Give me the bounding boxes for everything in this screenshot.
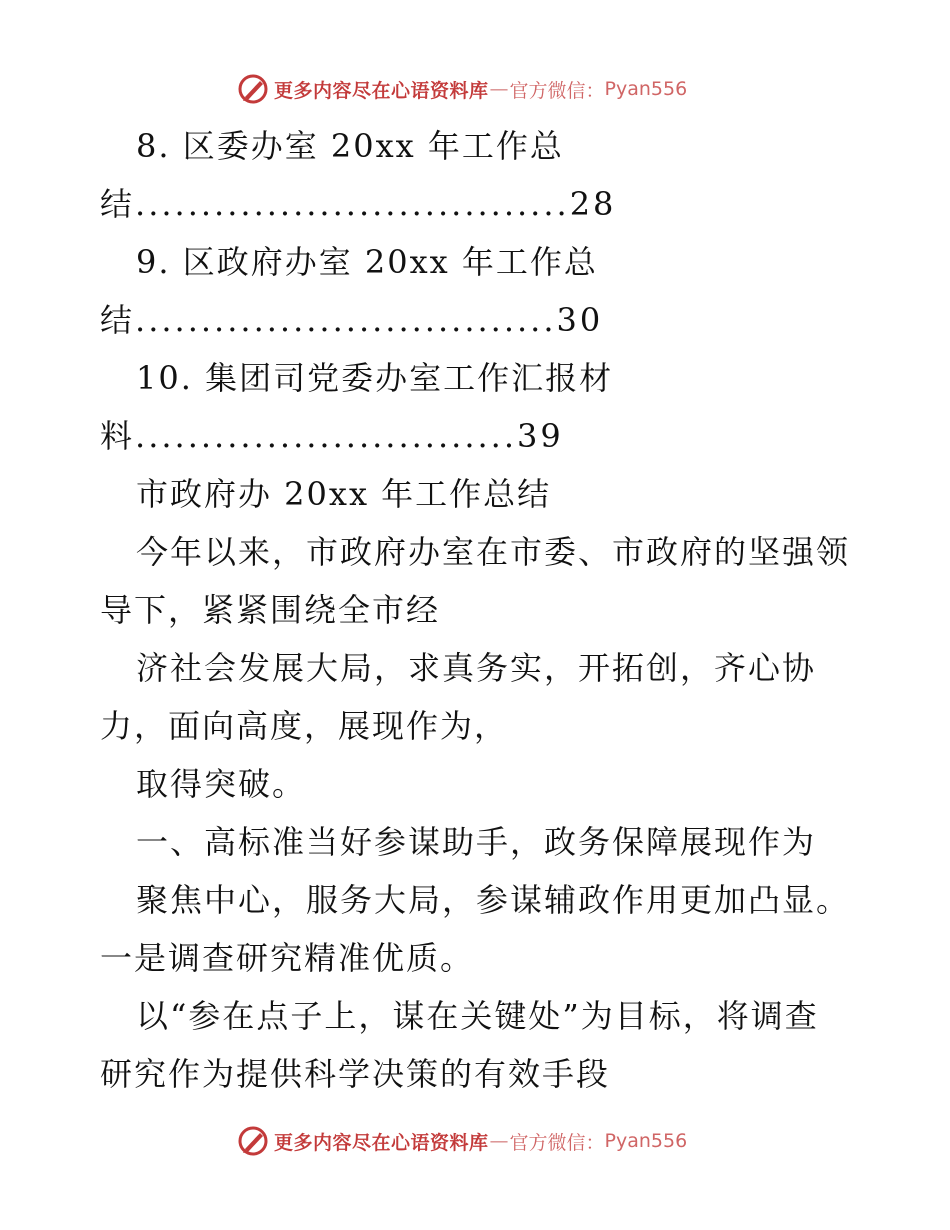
footer-watermark-banner bbox=[236, 1124, 716, 1158]
toc-entry-8-title: 8. 区委办室 20xx 年工作总 bbox=[136, 127, 564, 165]
toc-page-number: 39 bbox=[517, 417, 564, 455]
paragraph-line: 聚焦中心，服务大局，参谋辅政作用更加凸显。 bbox=[136, 881, 851, 919]
toc-entry-8-leader: 结.................................28 bbox=[100, 185, 617, 223]
section-heading: 一、高标准当好参谋助手，政务保障展现作为 bbox=[136, 823, 817, 861]
banner-separator: — bbox=[489, 78, 509, 100]
pen-logo-icon bbox=[236, 1124, 270, 1158]
paragraph-line: 济社会发展大局，求真务实，开拓创，齐心协 bbox=[136, 649, 817, 687]
banner-wechat-label: 官方微信： bbox=[509, 79, 605, 102]
paragraph-line: 取得突破。 bbox=[136, 765, 307, 803]
paragraph-line: 研究作为提供科学决策的有效手段 bbox=[100, 1055, 611, 1093]
paragraph-line: 力，面向高度，展现作为， bbox=[100, 707, 509, 745]
pen-logo-icon bbox=[236, 72, 270, 106]
paragraph-line: 今年以来，市政府办室在市委、市政府的坚强领 bbox=[136, 533, 851, 571]
paragraph-line: 一是调查研究精准优质。 bbox=[100, 939, 475, 977]
toc-entry-9-title: 9. 区政府办室 20xx 年工作总 bbox=[136, 243, 598, 281]
banner-wechat-label: 官方微信： bbox=[509, 1131, 605, 1154]
toc-page-number: 30 bbox=[556, 301, 604, 339]
banner-brand-text: 更多内容尽在心语资料库 bbox=[274, 79, 489, 102]
banner-wechat-account: Pyan556 bbox=[604, 1130, 688, 1152]
banner-brand-text: 更多内容尽在心语资料库 bbox=[274, 1131, 489, 1154]
toc-entry-9-leader: 结................................30 bbox=[100, 301, 604, 339]
toc-entry-10-title: 10. 集团司党委办室工作汇报材 bbox=[136, 359, 614, 397]
toc-dot-leader: ............................. bbox=[135, 417, 517, 455]
paragraph-line: 以“参在点子上，谋在关键处”为目标，将调查 bbox=[136, 997, 819, 1035]
toc-dot-leader: ................................ bbox=[135, 301, 557, 339]
document-heading: 市政府办 20xx 年工作总结 bbox=[136, 475, 552, 513]
toc-entry-10-leader: 料.............................39 bbox=[100, 417, 564, 455]
banner-wechat-account: Pyan556 bbox=[604, 78, 688, 100]
header-watermark-banner bbox=[236, 72, 716, 106]
banner-separator: — bbox=[489, 1130, 509, 1152]
paragraph-line: 导下，紧紧围绕全市经 bbox=[100, 591, 441, 629]
toc-page-number: 28 bbox=[569, 185, 617, 223]
toc-dot-leader: ................................. bbox=[135, 185, 570, 223]
